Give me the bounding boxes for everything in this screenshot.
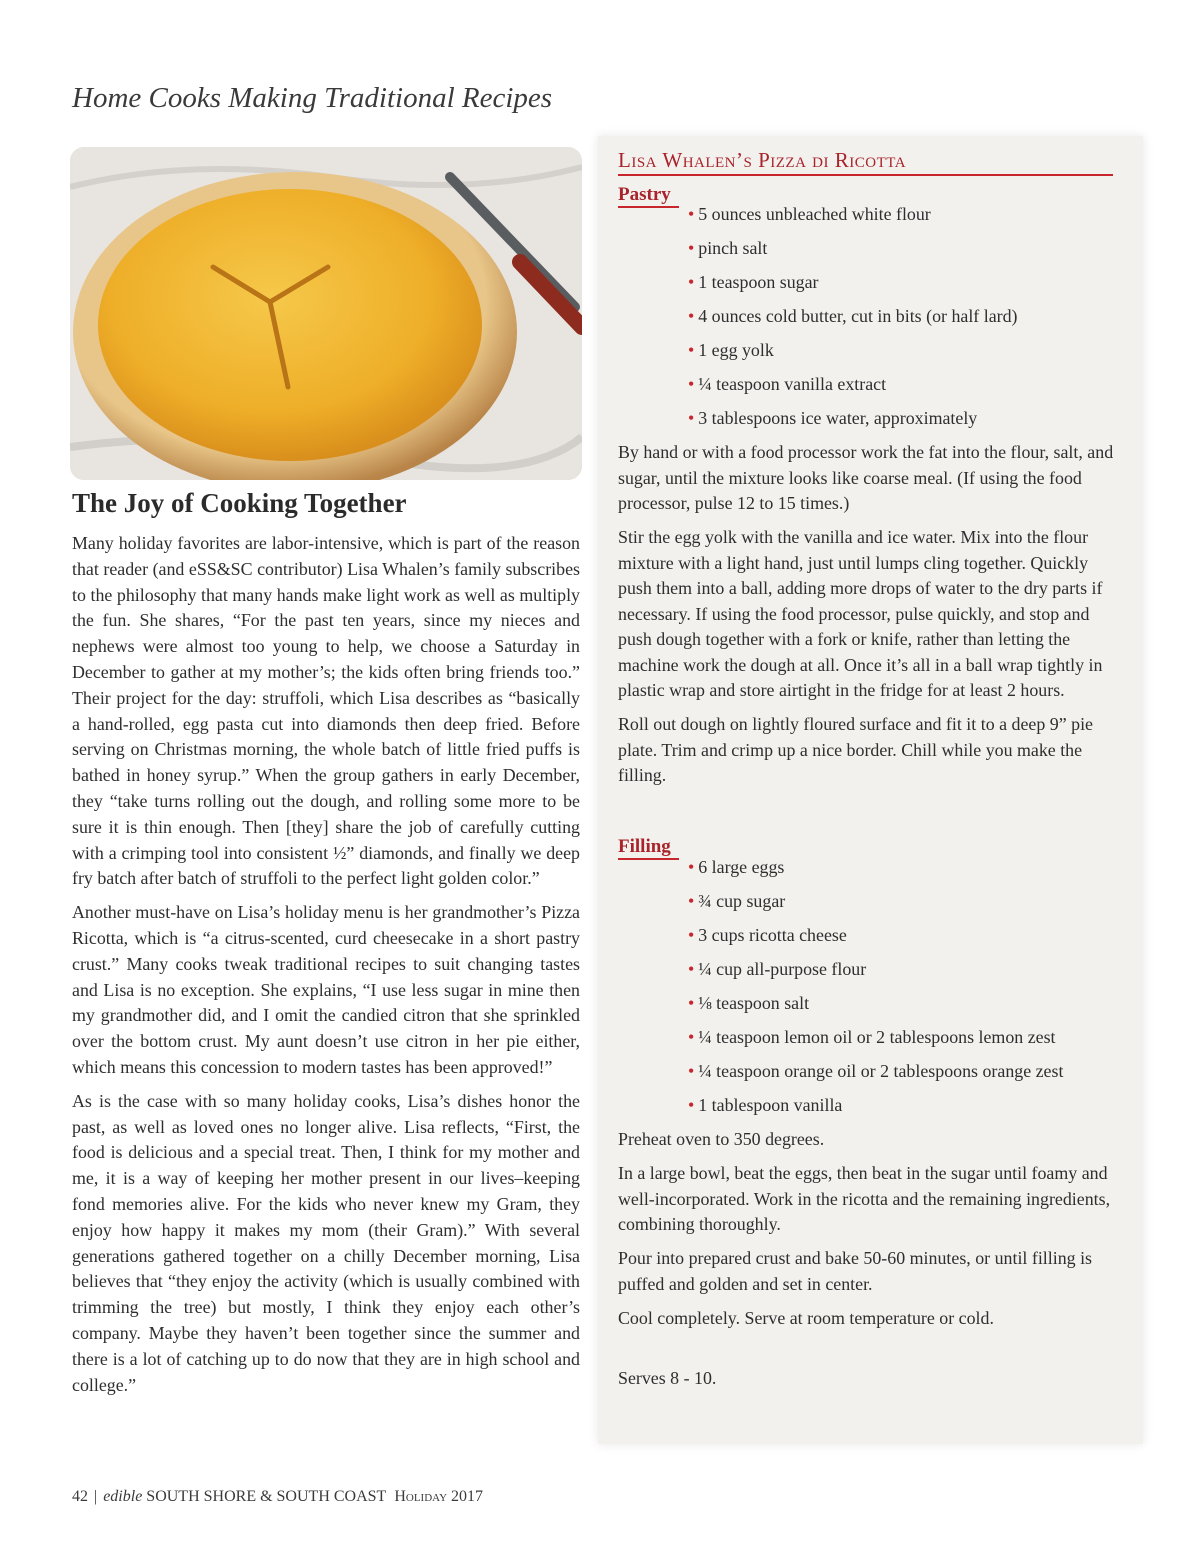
- step-paragraph: Preheat oven to 350 degrees.: [618, 1129, 825, 1149]
- list-item: • 4 ounces cold butter, cut in bits (or half lard): [688, 304, 1018, 338]
- magazine-prefix: edible: [103, 1488, 143, 1505]
- pastry-steps: [618, 440, 1123, 797]
- page-footer: [72, 1488, 483, 1506]
- filling-heading: Filling: [618, 836, 679, 860]
- article-paragraph: Many holiday favorites are labor-intensive, which is part of the reason that reader (and eSS&SC contributor) Lisa Whalen’s family subscribes to the philosophy that many hands make light work as well as multiply the fun. She shares, “For the past ten years, since my nieces and nephews were almost too young to help, we choose a Saturday in December to gather at my mother’s; the kids often bring friends too.” Their project for the day: struffoli, which Lisa describes as “basically a hand-rolled, egg pasta cut into diamonds then deep fried. Before serving on Christmas morning, the whole batch of little fried puffs is bathed in honey syrup.” When the group gathers in early December, they “take turns rolling out the dough, and rolling some more to be sure it is thin enough. Then [they] share the job of carefully cutting with a crimping tool into consistent ½” diamonds, and finally we deep fry batch after batch of struffoli to the perfect light golden color.”: [72, 533, 580, 889]
- list-item: • 3 cups ricotta cheese: [688, 923, 1063, 957]
- footer-separator: |: [94, 1488, 98, 1505]
- pastry-ingredient-list: [688, 202, 1018, 440]
- list-item: • ⅛ teaspoon salt: [688, 991, 1063, 1025]
- step-paragraph: Roll out dough on lightly floured surface and fit it to a deep 9” pie plate. Trim and crimp up a nice border. Chill while you make the filling.: [618, 714, 1093, 785]
- list-item: • ¼ cup all-purpose flour: [688, 957, 1063, 991]
- article-paragraph: As is the case with so many holiday cooks, Lisa’s dishes honor the past, as well as loved ones no longer alive. Lisa reflects, “First, the food is delicious and a special treat. Then, I think for my mother and me, it is a way of keeping her mother present in our lives–keeping fond memories alive. For the kids who never knew my Gram, they enjoy how happy it makes my mom (their Gram).” With several generations gathered together on a chilly December morning, Lisa believes that “they enjoy the activity (which is usually combined with trimming the tree) but mostly, I think they enjoy each other’s company. Maybe they haven’t been together since the summer and there is a lot of catching up to do now that they are in high school and college.”: [72, 1090, 580, 1395]
- pie-filling: [98, 189, 482, 461]
- list-item: • pinch salt: [688, 236, 1018, 270]
- list-item: • 1 egg yolk: [688, 338, 1018, 372]
- pizza-ricotta-photo: [70, 147, 582, 480]
- list-item: • ¼ teaspoon vanilla extract: [688, 372, 1018, 406]
- list-item: • 1 teaspoon sugar: [688, 270, 1018, 304]
- pastry-heading: Pastry: [618, 184, 679, 208]
- step-paragraph: Pour into prepared crust and bake 50-60 minutes, or until filling is puffed and golden and set in center.: [618, 1248, 1093, 1294]
- pie-illustration: [70, 147, 582, 480]
- article-heading: The Joy of Cooking Together: [72, 488, 407, 518]
- filling-steps: [618, 1127, 1123, 1340]
- step-paragraph: In a large bowl, beat the eggs, then beat in the sugar until foamy and well-incorporated. Work in the ricotta and the remaining ingredients, combining thoroughly.: [618, 1163, 1111, 1234]
- step-paragraph: By hand or with a food processor work the fat into the flour, salt, and sugar, until the mixture looks like coarse meal. (If using the food processor, pulse 12 to 15 times.): [618, 442, 1114, 513]
- list-item: • 3 tablespoons ice water, approximately: [688, 406, 1018, 440]
- magazine-name: SOUTH SHORE & SOUTH COAST: [146, 1488, 387, 1505]
- article-body: [72, 531, 580, 1406]
- list-item: • ¾ cup sugar: [688, 889, 1063, 923]
- recipe-box: [598, 136, 1143, 1444]
- article-paragraph: Another must-have on Lisa’s holiday menu is her grandmother’s Pizza Ricotta, which is “a citrus-scented, curd cheesecake in a short pastry crust.” Many cooks tweak traditional recipes to suit changing tastes and Lisa is no exception. She explains, “I use less sugar in mine then my grandmother did, and I omit the candied citron that she sprinkled over the bottom crust. My aunt doesn’t use citron in her pie either, which means this concession to modern tastes has been approved!”: [72, 902, 580, 1077]
- page-number: 42: [72, 1488, 88, 1505]
- list-item: • 5 ounces unbleached white flour: [688, 202, 1018, 236]
- list-item: • ¼ teaspoon lemon oil or 2 tablespoons lemon zest: [688, 1025, 1063, 1059]
- list-item: • 1 tablespoon vanilla: [688, 1093, 1063, 1127]
- step-paragraph: Cool completely. Serve at room temperature or cold.: [618, 1307, 994, 1328]
- section-title: Home Cooks Making Traditional Recipes: [72, 82, 553, 114]
- filling-ingredient-list: [688, 855, 1063, 1127]
- list-item: • ¼ teaspoon orange oil or 2 tablespoons orange zest: [688, 1059, 1063, 1093]
- recipe-title: Lisa Whalen’s Pizza di Ricotta: [618, 148, 1113, 176]
- list-item: • 6 large eggs: [688, 855, 1063, 889]
- issue-label: Holiday 2017: [394, 1488, 484, 1505]
- serves-text: Serves 8 - 10.: [618, 1368, 717, 1388]
- step-paragraph: Stir the egg yolk with the vanilla and ice water. Mix into the flour mixture with a light hand, just until lumps cling together. Quickly push them into a ball, adding more drops of water to the dry parts if necessary. If using the food processor, pulse quickly, and stop and push dough together with a fork or knife, rather than letting the machine work the dough at all. Once it’s all in a ball wrap tightly in plastic wrap and store airtight in the fridge for at least 2 hours.: [618, 527, 1103, 700]
